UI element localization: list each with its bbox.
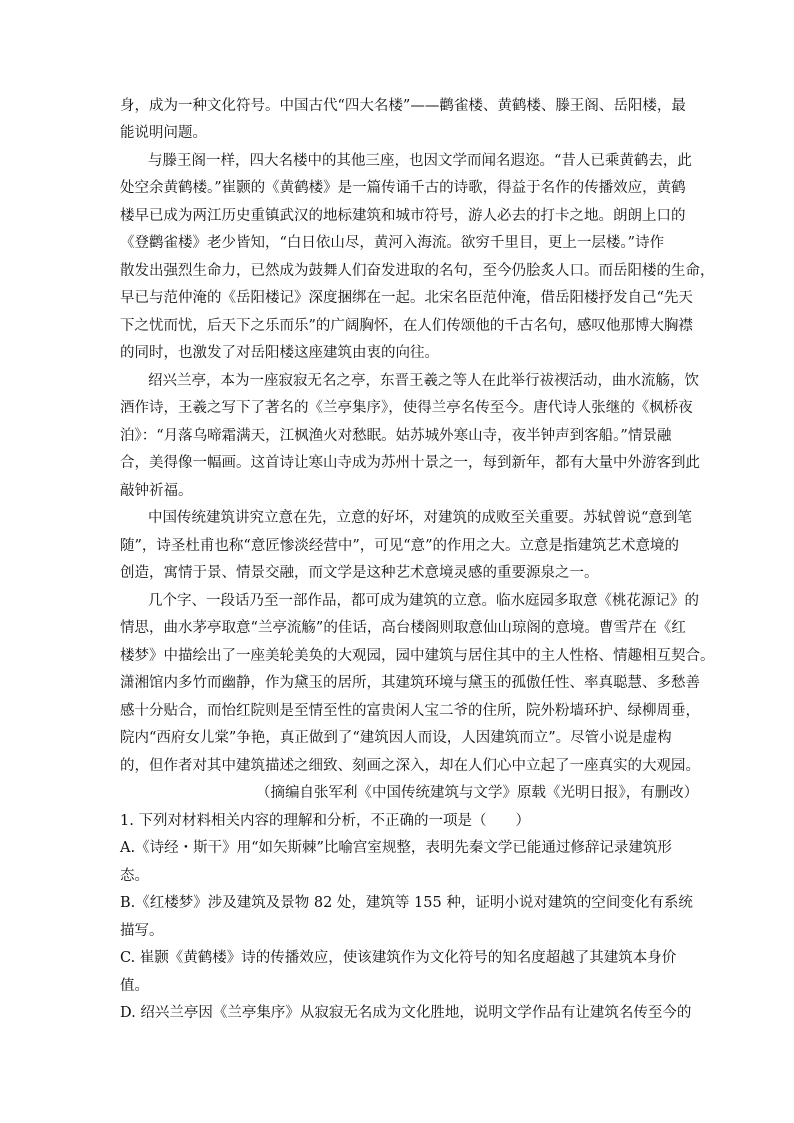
text-line: 《登鹳雀楼》老少皆知，“白日依山尽，黄河入海流。欲穷千里目，更上一层楼。”诗作 [120,235,665,251]
paragraph-start-line: 中国传统建筑讲究立意在先，立意的好坏，对建筑的成败至关重要。苏轼曾说“意到笔 [148,510,692,526]
text-line: 楼梦》中描绘出了一座美轮美奂的大观园，园中建筑与居住其中的主人性格、情趣相互契合。 [120,648,715,664]
option-b-continued: 描写。 [120,923,164,939]
text-line: 酒作诗，王羲之写下了著名的《兰亭集序》，使得兰亭名传至今。唐代诗人张继的《枫桥夜 [120,400,693,416]
text-line: 合，美得像一幅画。这首诗让寒山寺成为苏州十景之一，每到新年，都有大量中外游客到此 [120,455,700,471]
text-line: 敲钟祈福。 [120,483,193,499]
option-c-continued: 值。 [120,978,149,994]
text-line: 感十分贴合，而怡红院则是至情至性的富贵闲人宝二爷的住所，院外粉墙环护、绿柳周垂， [120,703,700,719]
text-line: 能说明问题。 [120,125,207,141]
text-line: 院内“西府女儿棠”争艳，真正做到了“建筑因人而设，人因建筑而立”。尽管小说是虚构 [120,730,672,746]
option-c: C. 崔颢《黄鹤楼》诗的传播效应，使该建筑作为文化符号的知名度超越了其建筑本身价 [120,950,677,966]
text-line: 潇湘馆内多竹而幽静，作为黛玉的居所，其建筑环境与黛玉的孤傲任性、率真聪慧、多愁善 [120,675,700,691]
text-line: 楼早已成为两江历史重镇武汉的地标建筑和城市符号，游人必去的打卡之地。朗朗上口的 [120,208,686,224]
option-d: D. 绍兴兰亭因《兰亭集序》从寂寂无名成为文化胜地，说明文学作品有让建筑名传至今的 [120,1005,692,1021]
text-line: 的同时，也激发了对岳阳楼这座建筑由衷的向往。 [120,345,439,361]
source-citation: （摘编自张军利《中国传统建筑与文学》原载《光明日报》，有删改） [256,785,699,801]
question-stem: 1. 下列对材料相关内容的理解和分析，不正确的一项是（ ） [120,813,530,829]
text-line: 随”，诗圣杜甫也称“意匠惨淡经营中”，可见“意”的作用之大。立意是指建筑艺术意境的 [120,538,680,554]
text-line: 处空余黄鹤楼。”崔颢的《黄鹤楼》是一篇传诵千古的诗歌，得益于名作的传播效应，黄鹤 [120,180,686,196]
text-line: 情思，曲水茅亭取意“兰亭流觞”的佳话，高台楼阁则取意仙山琼阁的意境。曹雪芹在《红 [120,620,686,636]
text-line: 泊》：“月落乌啼霜满天，江枫渔火对愁眠。姑苏城外寒山寺，夜半钟声到客船。”情景融 [120,428,672,444]
paragraph-start-line: 几个字、一段话乃至一部作品，都可成为建筑的立意。临水庭园多取意《桃花源记》的 [148,593,699,609]
option-b: B.《红楼梦》涉及建筑及景物 82 处，建筑等 155 种，证明小说对建筑的空间变化有系统 [120,895,693,911]
paragraph-start-line: 绍兴兰亭，本为一座寂寂无名之亭，东晋王羲之等人在此举行祓禊活动，曲水流觞，饮 [148,373,699,389]
text-line: 散发出强烈生命力，已然成为鼓舞人们奋发进取的名句，至今仍脍炙人口。而岳阳楼的生命， [120,263,715,279]
text-line: 身，成为一种文化符号。中国古代“四大名楼”——鹳雀楼、黄鹤楼、滕王阁、岳阳楼，最 [120,98,686,114]
paragraph-start-line: 与滕王阁一样，四大名楼中的其他三座，也因文学而闻名遐迩。“昔人已乘黄鹤去，此 [148,153,692,169]
option-a-continued: 态。 [120,868,149,884]
text-line: 早已与范仲淹的《岳阳楼记》深度捆绑在一起。北宋名臣范仲淹，借岳阳楼抒发自己“先天 [120,290,693,306]
text-line: 下之忧而忧，后天下之乐而乐”的广阔胸怀，在人们传颂他的千古名句，感叹他那博大胸襟 [120,318,693,334]
text-line: 的，但作者对其中建筑描述之细致、刻画之深入，却在人们心中立起了一座真实的大观园。 [120,758,700,774]
text-line: 创造，寓情于景、情景交融，而文学是这种艺术意境灵感的重要源泉之一。 [120,565,599,581]
option-a: A.《诗经・斯干》用“如矢斯棘”比喻宫室规整，表明先秦文学已能通过修辞记录建筑形 [120,840,672,856]
